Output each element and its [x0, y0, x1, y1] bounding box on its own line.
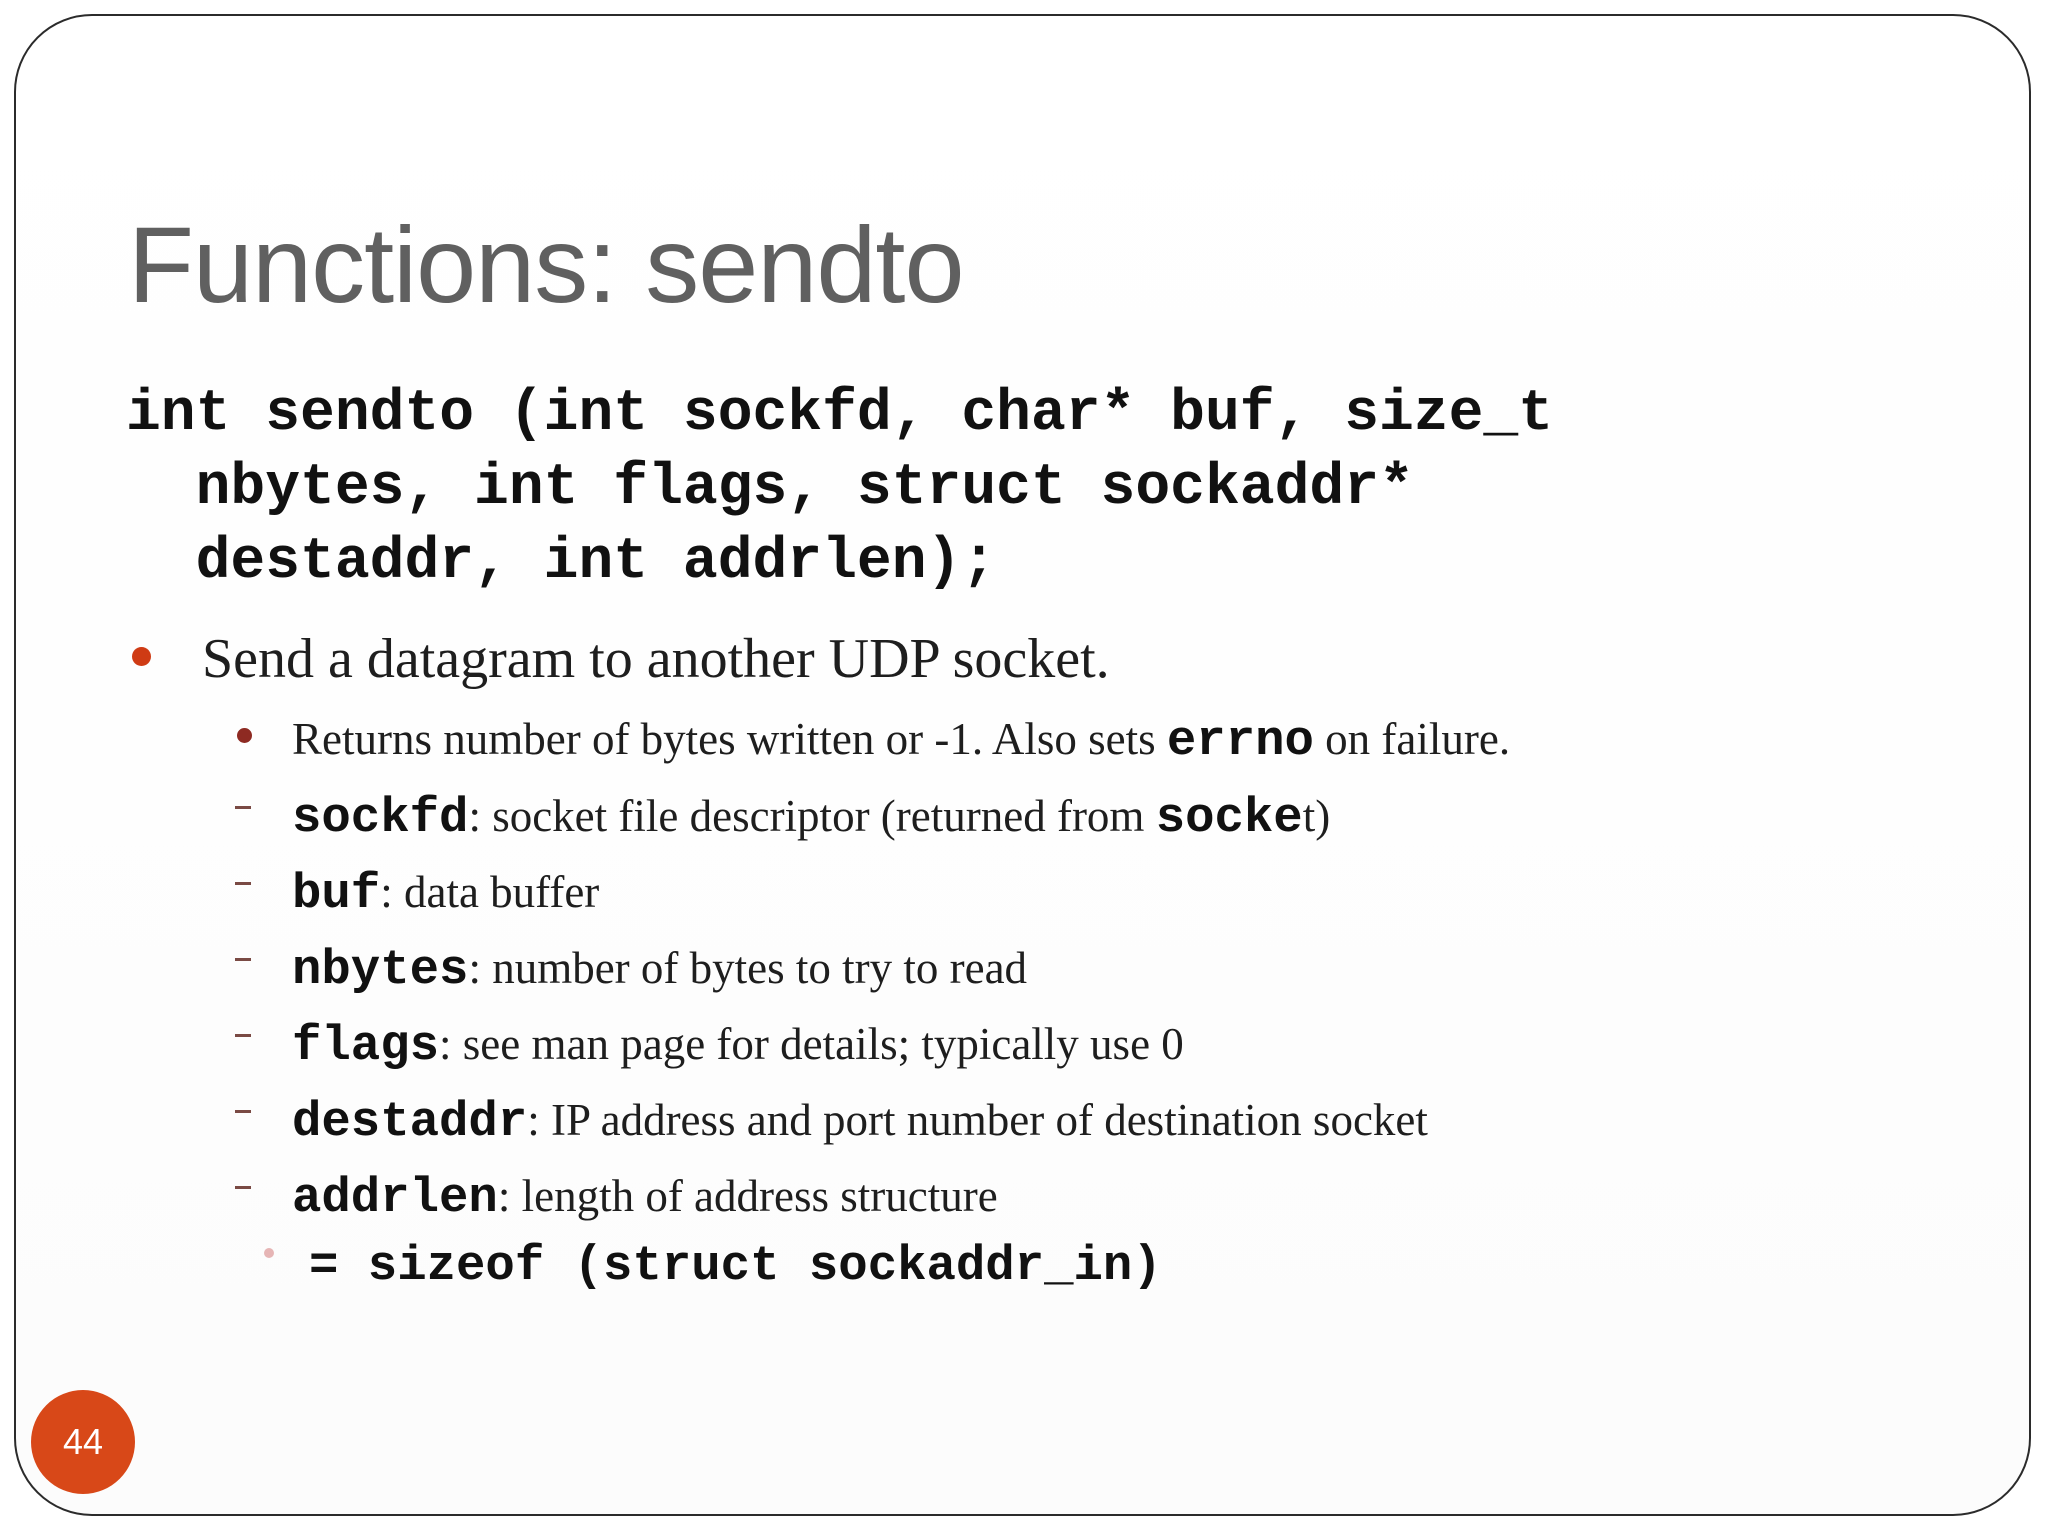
tiny-bullet-dot-icon: [264, 1248, 274, 1258]
param-desc: : number of bytes to try to read: [468, 943, 1028, 993]
dash-icon: [235, 882, 251, 885]
slide: [14, 14, 2031, 1516]
slide-title: Functions: sendto: [128, 204, 964, 325]
main-bullet-text: Send a datagram to another UDP socket.: [202, 628, 1110, 690]
returns-text-before: Returns number of bytes written or -1. Also sets: [292, 714, 1167, 764]
dash-icon: [235, 958, 251, 961]
param-desc-after: t): [1302, 791, 1331, 841]
param-item-addrlen: [292, 1170, 998, 1226]
returns-bullet: [292, 713, 1510, 769]
param-item-flags: [292, 1018, 1184, 1074]
param-name: sockfd: [292, 790, 469, 846]
param-desc: : IP address and port number of destination socket: [527, 1095, 1428, 1145]
param-item-nbytes: [292, 942, 1027, 998]
param-desc: : length of address structure: [497, 1171, 998, 1221]
dash-icon: [235, 1034, 251, 1037]
param-desc: : data buffer: [380, 867, 600, 917]
param-desc-code: socke: [1155, 790, 1303, 846]
sizeof-line: = sizeof (struct sockaddr_in): [309, 1238, 1162, 1294]
param-name: nbytes: [292, 942, 469, 998]
main-bullet-dot-icon: [132, 647, 151, 666]
page-number-badge: [31, 1390, 135, 1494]
param-item-destaddr: [292, 1094, 1428, 1150]
signature-line-2: nbytes, int flags, struct sockaddr*: [126, 456, 1414, 521]
returns-code-errno: errno: [1166, 713, 1314, 769]
param-item-sockfd: [292, 790, 1330, 846]
returns-text-after: on failure.: [1313, 714, 1511, 764]
param-name: addrlen: [292, 1170, 498, 1226]
signature-line-3: destaddr, int addrlen);: [126, 530, 997, 595]
dash-icon: [235, 1110, 251, 1113]
param-desc: : socket file descriptor (returned from: [468, 791, 1156, 841]
dash-icon: [235, 1186, 251, 1189]
sub-bullet-dot-icon: [237, 728, 252, 743]
function-signature: [126, 378, 1906, 600]
dash-icon: [235, 806, 251, 809]
param-name: flags: [292, 1018, 440, 1074]
param-name: destaddr: [292, 1094, 528, 1150]
param-item-buf: [292, 866, 599, 922]
signature-line-1: int sendto (int sockfd, char* buf, size_t: [126, 382, 1554, 447]
param-name: buf: [292, 866, 381, 922]
param-desc: : see man page for details; typically use 0: [439, 1019, 1184, 1069]
page-number: 44: [62, 1421, 104, 1462]
